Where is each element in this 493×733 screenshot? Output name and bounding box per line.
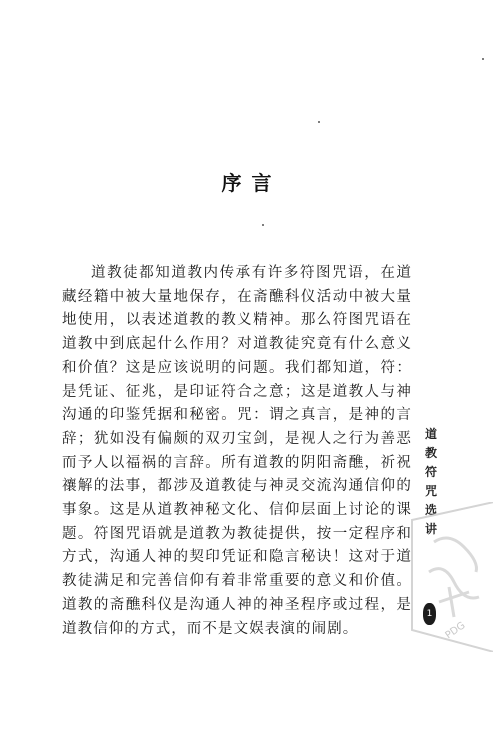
page-number-badge: 1: [423, 603, 436, 625]
scan-speck: [318, 121, 320, 123]
body-text: [62, 262, 412, 641]
body-paragraph: 道教徒都知道教内传承有许多符图咒语，在道藏经籍中被大量地保存，在斋醮科仪活动中被大量地使用，以表述道教的教义精神。那么符图咒语在道教中到底起什么作用？对道教徒究竟有什么意义和价值？这是应该说明的问题。我们都知道，符：是凭证、征兆，是印证符合之意；这是道教人与神沟通的印鉴凭据和秘密。咒：谓之真言，是神的言辞；犹如没有偏颇的双刃宝剑，是视人之行为善恶而予人以福祸的言辞。所有道教的阴阳斋醮，祈祝禳解的法事，都涉及道教徒与神灵交流沟通信仰的事象。这是从道教神秘文化、信仰层面上讨论的课题。符图咒语就是道教为教徒提供，按一定程序和方式，沟通人神的契印凭证和隐言秘诀！这对于道教徒满足和完善信仰有着非常重要的意义和价值。道教的斋醮科仪是沟通人神的神圣程序或过程，是道教信仰的方式，而不是文娱表演的闹剧。: [62, 265, 412, 637]
scan-speck: [262, 224, 264, 226]
book-side-title: 道教符咒选讲: [424, 427, 437, 536]
watermark-label: PDG: [443, 620, 468, 642]
page-title: 序言: [221, 171, 282, 195]
watermark-stamp: [394, 502, 493, 652]
scan-speck: [482, 58, 484, 60]
